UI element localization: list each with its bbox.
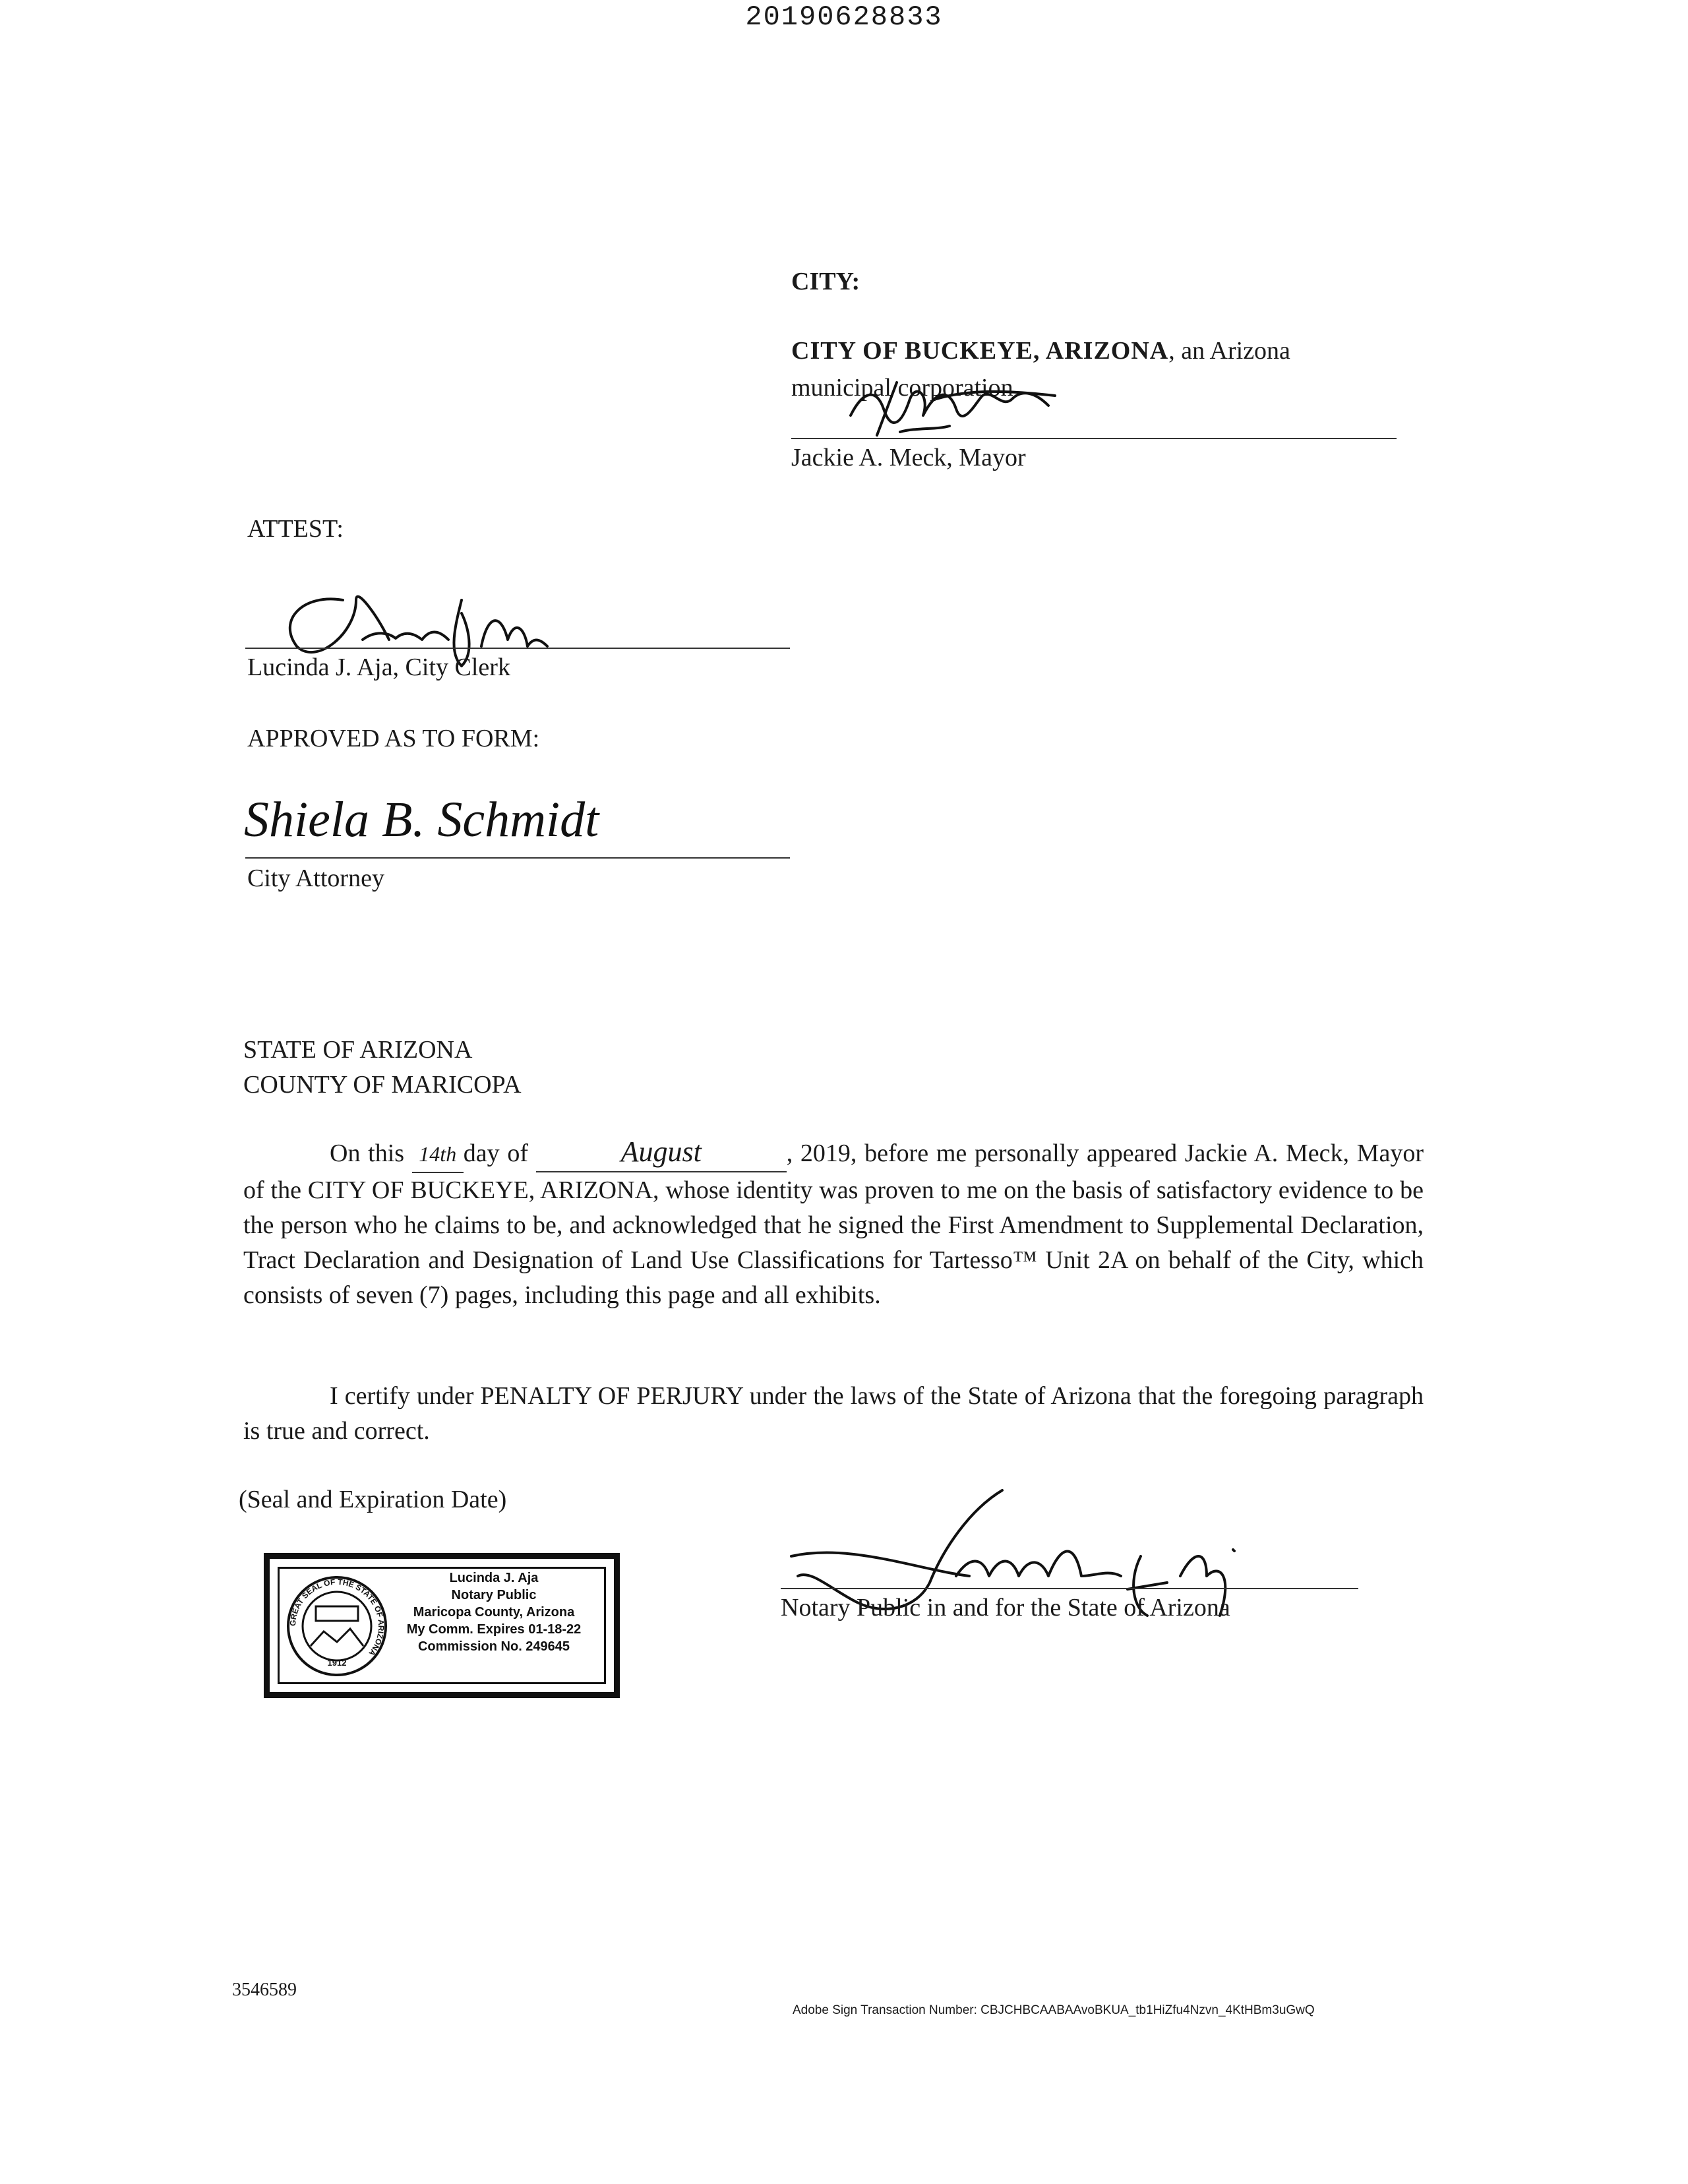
month-blank (536, 1134, 787, 1172)
clerk-signature-line (245, 648, 790, 649)
perjury-paragraph (243, 1379, 1424, 1449)
stamp-text (382, 1569, 606, 1655)
notary-public-caption: Notary Public in and for the State of Arizona (781, 1594, 1230, 1622)
p2-text: I certify under PENALTY OF PERJURY under the laws of the State of Arizona that the foregoing paragraph is true and correct. (243, 1382, 1424, 1445)
approved-heading: APPROVED AS TO FORM: (247, 725, 540, 752)
p1-on-this: On this (330, 1139, 405, 1167)
seal-caption: (Seal and Expiration Date) (239, 1486, 507, 1513)
attorney-signature-line (245, 857, 790, 859)
clerk-name: Lucinda J. Aja, City Clerk (247, 653, 510, 681)
mayor-signature-line (791, 438, 1397, 439)
city-entity-desc: , an Arizona (1168, 337, 1290, 365)
notary-acknowledgment-paragraph (243, 1134, 1424, 1313)
city-heading: CITY: (791, 268, 860, 295)
month-handwritten: August (620, 1136, 702, 1168)
notary-stamp (264, 1553, 620, 1698)
stamp-commission: Commission No. 249645 (417, 1639, 570, 1654)
stamp-county: Maricopa County, Arizona (413, 1605, 575, 1620)
attorney-title: City Attorney (247, 864, 384, 892)
stamp-expires: My Comm. Expires 01-18-22 (406, 1622, 582, 1637)
city-entity-desc-2: municipal corporation (791, 374, 1013, 402)
stamp-name: Lucinda J. Aja (449, 1571, 539, 1585)
document-number: 20190628833 (745, 1, 943, 33)
city-entity-name: CITY OF BUCKEYE, ARIZONA (791, 337, 1169, 365)
seal-ring-text: GREAT SEAL OF THE STATE OF ARIZONA (287, 1577, 386, 1658)
seal-ring-year: 1912 (327, 1658, 347, 1668)
adobe-sign-transaction: Adobe Sign Transaction Number: CBJCHBCAABAAvoBKUA_tb1HiZfu4Nzvn_4KtHBm3uGwQ (793, 2003, 1315, 2017)
day-blank (412, 1136, 464, 1173)
state-seal-icon (284, 1573, 390, 1679)
stamp-title: Notary Public (451, 1588, 537, 1602)
city-entity-line (791, 336, 1430, 365)
notary-county: COUNTY OF MARICOPA (243, 1071, 522, 1099)
attorney-signature: Shiela B. Schmidt (244, 792, 599, 847)
attest-heading: ATTEST: (247, 515, 344, 543)
p1-rest: , 2019, before me personally appeared Jackie A. Meck, Mayor of the CITY OF BUCKEYE, ARIZONA, whose identity was proven to me on the basis of satisfactory evidence to be the person who he claims to be, and acknowledged that he signed the First Amendment to Supplemental Declaration, Tract Declaration and Designation of Land Use Classifications for Tartesso™ Unit 2A on behalf of the City, which consists of seven (7) pages, including this page and all exhibits. (243, 1139, 1424, 1309)
day-handwritten: 14th (419, 1142, 457, 1166)
notary-state: STATE OF ARIZONA (243, 1036, 473, 1064)
mayor-name: Jackie A. Meck, Mayor (791, 444, 1026, 471)
notary-signature-line (781, 1588, 1358, 1589)
p1-day-of: day of (463, 1139, 528, 1167)
page-id: 3546589 (232, 1980, 297, 2000)
